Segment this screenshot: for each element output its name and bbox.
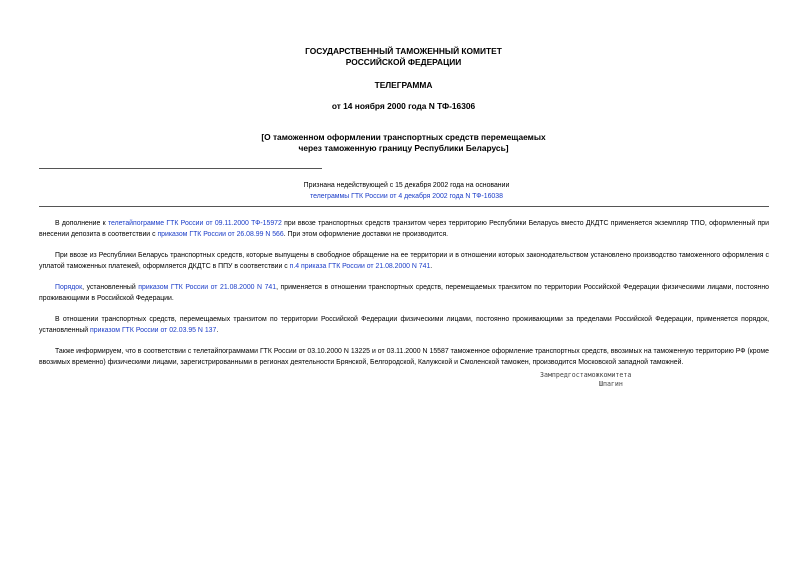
status-note-text: Признана недействующей с 15 декабря 2002 года на основании: [303, 182, 510, 189]
order-741-p4-link[interactable]: п.4 приказа ГТК России от 21.08.2000 N 741: [289, 263, 431, 270]
org-name-line1: ГОСУДАРСТВЕННЫЙ ТАМОЖЕННЫЙ КОМИТЕТ: [305, 46, 502, 56]
paragraph-4: [39, 314, 769, 336]
order-566-link[interactable]: приказом ГТК России от 26.08.99 N 566: [157, 231, 284, 238]
order-137-link[interactable]: приказом ГТК России от 02.03.95 N 137: [90, 327, 217, 334]
teletype-link[interactable]: телетайпограмме ГТК России от 09.11.2000 ТФ-15972: [107, 220, 282, 227]
document-title-line1: [О таможенном оформлении транспортных средств перемещаемых: [261, 132, 546, 142]
paragraph-text: при ввозе транспортных средств транзитом через территорию Республики Беларусь вместо ДКДТС применяется экземпляр ТПО, оформленный при внесении депозита в соответствии с: [39, 220, 769, 238]
document-type: ТЕЛЕГРАММА: [374, 80, 433, 90]
paragraph-text: В отношении транспортных средств, перемещаемых транзитом по территории Российской Федерации физическими лицами, постоянно проживающими за пределами Российской Федерации, применяется порядок, установленный: [39, 316, 769, 334]
signatory-position: Зампредгостаможкомитета: [540, 371, 632, 379]
paragraph-text: В дополнение к: [55, 220, 108, 227]
document-body: [39, 218, 769, 378]
paragraph-text: Также информируем, что в соответствии с телетайпограммами ГТК России от 03.10.2000 N 13225 и от 03.11.2000 N 15587 таможенное оформление транспортных средств, ввозимых на таможенную территорию РФ (кроме ввозимых временно) физическими лицами, зарегистрированными в регионах деятельности Брянской, Белгородской, Калужской и Смоленской таможен, производится Московской западной таможней.: [39, 348, 769, 366]
procedure-link[interactable]: Порядок: [55, 284, 83, 291]
paragraph-text: .: [430, 263, 433, 270]
paragraph-3: [39, 282, 769, 304]
order-741-link[interactable]: приказом ГТК России от 21.08.2000 N 741: [138, 284, 277, 291]
org-name-line2: РОССИЙСКОЙ ФЕДЕРАЦИИ: [345, 57, 462, 67]
status-note-link[interactable]: телеграммы ГТК России от 4 декабря 2002 года N ТФ-16038: [310, 193, 503, 200]
paragraph-text: . При этом оформление доставки не производится.: [283, 231, 449, 238]
document-date: от 14 ноября 2000 года N ТФ-16306: [331, 101, 476, 111]
paragraph-1: [39, 218, 769, 240]
separator-short: [39, 168, 322, 169]
paragraph-5: [39, 346, 769, 368]
paragraph-text: , применяется в отношении транспортных средств, перемещаемых транзитом по территории Российской Федерации физическими лицами, постоянно проживающими в Российской Федерации.: [39, 284, 769, 302]
status-note: [200, 180, 613, 202]
paragraph-text: При ввозе из Республики Беларусь транспортных средств, которые выпущены в свободное обращение на ее территории и в отношении которых законодательством установлено производство таможенного оформления с уплатой таможенных платежей, оформляется ДКДТС в ППУ в соответствии с: [39, 252, 769, 270]
document-title-line2: через таможенную границу Республики Беларусь]: [298, 143, 509, 153]
paragraph-2: [39, 250, 769, 272]
paragraph-text: , установленный: [82, 284, 139, 291]
signatory-name: Шпагин: [599, 380, 623, 388]
paragraph-text: .: [216, 327, 219, 334]
separator-full: [39, 206, 769, 207]
signature-block: [540, 371, 631, 389]
